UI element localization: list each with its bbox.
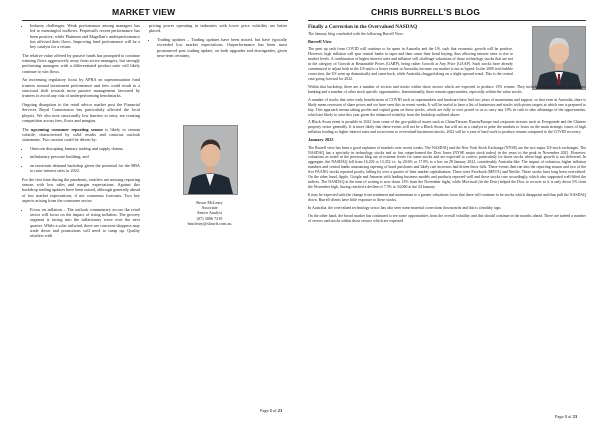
analyst-portrait-icon (184, 126, 237, 194)
paragraph: For the first time during the pandemic, retailers are missing reporting season with low sales and margin expectations. Against this backdrop trading updates have been mixed, although generally ahead of low market expectations, if not consensus forecasts. Two key aspects arising from the consumer sector: (22, 176, 140, 203)
left-header-rule (22, 20, 288, 21)
bullet-list-drivers (22, 146, 140, 173)
paragraph: An increasing regulatory focus by APRA on superannuation fund trustees around investment performance and fees could result in a structural shift towards more passive management favoured by trustees to avoid any risk of underperforming benchmarks. (22, 77, 140, 99)
analyst-role: Senior Analyst (197, 210, 222, 216)
paragraph: In Australia, the overvalued technology sector has also seen some material corrections downwards and this is a healthy sign. (308, 205, 502, 210)
subheading-january-2022: January 2022 (308, 137, 334, 143)
paragraph: On the other hand, the broad market has continued to see some opportunities from the overall volatility and this should continue in the months ahead. There are indeed a number of sectors and stocks within those sectors which are expected (308, 213, 586, 223)
subheading-burrell-view: Burrell View (308, 38, 332, 44)
blog-article (308, 24, 586, 226)
right-header-rule (308, 20, 586, 21)
paragraph: The pent up cash from COVID will continue to be spent in Australia and the US, such that economic growth will be positive. However, high inflation will spur central banks to taper and then cause their bond buying, thus allowing interest rates to rise to market levels. A combination of higher interest rates and inflation will challenge valuations of those technology stocks that are not in the category of Growth at Reasonable Prices (GARP), being rather Growth at Any Price (GAAP). Such stocks have already commenced to adjust both in the US and to a lesser extent in Australia, because our market is not as hyped. In the 2000 tech bubble correction, the US went up dramatically and came back, while Australia chugged along on a slight upward trend. This is the central case going forward for 2022. (308, 47, 513, 82)
paragraph: A number of stocks that were early beneficiaries of COVID such as supermarkets and hardware have had two years of momentum and support, so that even in Australia, there is likely mean reversion of share prices and we have seen this in recent weeks. It will be useful to have a list of businesses and stocks with power targets at which one is prepared to buy. This approach means taking profits and capital gains on those stocks, which are fully or over priced so as to carry any 10% in cash to take advantage of the opportunities, which are likely to arise this year given the enhanced volatility from the backdrop outlined above. (308, 97, 586, 117)
bullet-trading-updates: • Trading updates – Trading updates have been mixed, but have typically exceeded low market expectations. Outperformance has been most pronounced post trading update, on both upgrades and downgrades, given near-term certainty. (157, 37, 287, 58)
paragraph: The relative value offered by passive funds has prompted to continue winning flows aggressively away from active managers, but strongly performing managers with a differentiated product suite will likely continue to win flows. (22, 52, 140, 74)
left-running-head: MARKET VIEW (112, 7, 176, 17)
analyst-credit (171, 200, 248, 226)
left-page-number: Page 2 of 23 (260, 408, 283, 413)
bullet-item: • Omicron disrupting January trading and supply chains; (30, 146, 140, 151)
left-column-1 (22, 23, 140, 242)
bullet-item: • an uncertain demand backdrop given the potential for the RBA to raise interest rates in 2022. (30, 163, 140, 174)
bold-phrase: upcoming consumer reporting season (31, 126, 103, 132)
bullet-focus-inflation: • Focus on inflation – The outlook commentary across the retail sector will focus on the impact of rising inflation. The grocery segment is facing into the inflationary wave over the next quarter. While a solar tailwind, there are concerns shoppers may trade down and promotions will need to ramp up. Quality retailers with (30, 207, 140, 239)
bullet-list-top (22, 23, 140, 49)
bullet-list-focus (22, 207, 140, 239)
analyst-email: bmcleary@shawft.com.au (187, 220, 232, 226)
article-title: Finally a Correction in the Overvalued NASDAQ (308, 24, 418, 30)
paragraph: pricing power operating in industries with lower price volatility are better placed. (149, 23, 287, 34)
analyst-phone: (07) 3006 7219 (196, 215, 223, 221)
left-column-2 (149, 23, 287, 62)
bullet-list-trading (149, 37, 287, 58)
paragraph: A Black Swan event is possible in 2022 from some of the geo-political issues such as China/Taiwan, Russia/Europe and corporate stresses such as Evergrande and the Chinese property sector generally. It is more likely that these events will not be a Black Swan, but will act as a catalyst to poke the markets to focus on the main strategic issues of high inflation leading to higher interest rates and corrections to overvalued businesses/stocks. 2022 will be a year of hard work to produce returns compared to the COVID recovery. (308, 120, 586, 135)
paragraph: It may be expected with the change from sentiment and momentum to a greater valuations focus that there will continue to be stocks which disappoint and thus pull the NASDAQ down. Burrell clients have little exposure to these stocks. (308, 193, 586, 202)
analyst-name: Bruce McLeary (196, 200, 223, 205)
article-intro: The January blog concluded with the following Burrell View: (308, 32, 404, 36)
right-page (300, 0, 600, 424)
analyst-photo (183, 125, 238, 195)
right-page-number: Page 3 of 23 (555, 414, 578, 419)
right-running-head: CHRIS BURRELL'S BLOG (371, 7, 481, 17)
paragraph: Ongoing disruption to the retail advice market post the Financial Services Royal Commission has particularly affected the local players. We also note structurally low barriers to entry are creating competition across fees, flows and margins. (22, 102, 140, 123)
analyst-role: Associate (201, 205, 218, 211)
paragraph: Within that backdrop, there are a number of sectors and stocks within those sectors which are expected to produce 15% returns. They include materials, energy, gold, some banking and a number of other stock specific opportunities. Internationally, there remain opportunities, especially within the value stocks. (308, 84, 586, 94)
bullet-item: • inflationary pressure building; and (30, 154, 140, 159)
paragraph-reporting-season: The upcoming consumer reporting season is likely to remain volatile, characterised by solid results and cautious outlook statements. Two caution could be driven by: (22, 126, 140, 143)
bullet-industry-challenges: • Industry challenges: Weak performance among managers has led to meaningful outflows. Perpetual's recent performance has been positive, while Platinum and Magellan's underperformance has affected their flows. Improving fund performance will be a key catalyst for a return. (30, 23, 140, 49)
paragraph: The Burrell view has been a good explainer of markets over recent weeks. The NASDAQ and the New York Stock Exchange (NYSE) are the two major US stock exchanges. The NASDAQ has a specialty in technology stocks and so has outperformed the Dow Jones (NYSE major stock index) in the years to the peak in November 2021. However, valuations as noted in the previous blog are at extreme levels for some stocks and are expected to correct, particularly for those stocks where high growth is not delivered. In aggregate, the NASDAQ fell from 16,202 to 13,352 i.e. by 20.6% or 17.8% to a low on 28 January 2022, considerably Australia-like. The impact of valuation, higher inflation numbers and central banks announcing tapering of bond purchases and likely rate increases had driven these falls. These events then ran into the reporting season and two of the five FAANG stocks reported poorly, falling by over a quarter of their market capitalisation. These were Facebook (META) and Netflix. These stocks have long been overvalued. On the other hand, Apple, Google and Amazon with leading business models and products reported well and those stocks rose accordingly, which also supported well-lifted the indices. The NASDAQ at the time of writing is now down 13% from the November highs, while Microsoft (in the Dow) helped the Dow to recover so it is only down 5% from the November high, having reached a decline of 7.5% to 34,060 at the 24 January. (308, 145, 586, 190)
